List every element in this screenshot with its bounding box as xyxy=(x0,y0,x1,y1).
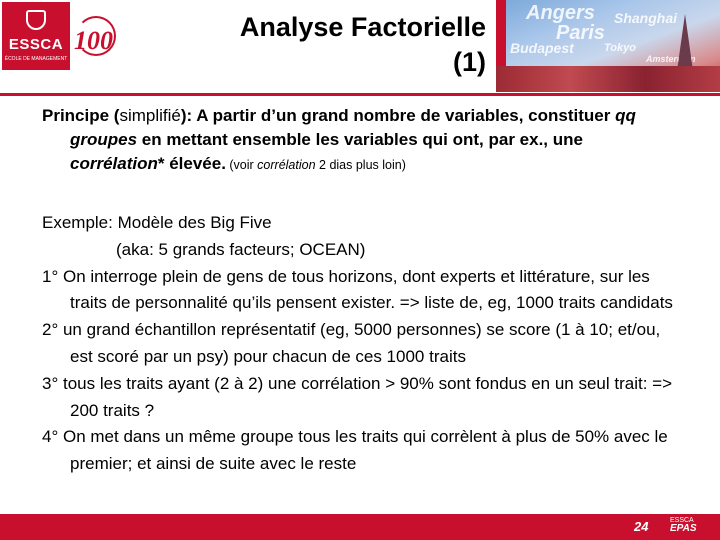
banner-city: Paris xyxy=(556,22,605,44)
slide-title xyxy=(150,10,486,80)
epas-logo-mark: EPAS xyxy=(670,523,697,534)
skyline-image xyxy=(496,66,720,92)
principle-paragraph xyxy=(42,104,682,177)
principle-note-end: 2 dias plus loin) xyxy=(315,158,406,172)
principle-italic-groups: qq groupes xyxy=(70,106,636,149)
banner-city: Budapest xyxy=(510,40,574,56)
slide-header xyxy=(0,0,720,94)
principle-label-plain: simplifié xyxy=(119,106,181,125)
essca-logo-subtitle: ÉCOLE DE MANAGEMENT xyxy=(4,56,68,62)
example-step: 4° On met dans un même groupe tous les traits qui corrèlent à plus de 50% avec le premier; et ainsi de suite avec le reste xyxy=(42,427,668,474)
example-section xyxy=(42,210,682,478)
banner-city: Angers xyxy=(526,2,595,24)
example-step: 3° tous les traits ayant (2 à 2) une corrélation > 90% sont fondus en un seul trait: => 200 traits ? xyxy=(42,373,673,420)
crest-icon xyxy=(26,10,46,30)
example-step: 2° un grand échantillon représentatif (eg, 5000 personnes) se score (1 à 10; et/ou, est scoré par un psy) pour chacun de ces 1000 traits xyxy=(42,320,661,366)
banner-city: Amsterdam xyxy=(646,54,696,64)
banner-city: Tokyo xyxy=(604,42,636,54)
slide-footer xyxy=(0,514,720,540)
principle-label: Principe ( xyxy=(42,106,120,125)
slide-title-line2: (1) xyxy=(453,47,486,77)
slide-title-line1: Analyse Factorielle xyxy=(239,12,486,42)
page-number: 24 xyxy=(634,519,649,534)
epas-logo xyxy=(670,517,697,533)
header-divider xyxy=(0,93,720,96)
essca-logo xyxy=(2,2,70,70)
principle-text-mid: en mettant ensemble les variables qui ont, par ex., une xyxy=(137,130,583,149)
principle-text-end: * élevée. xyxy=(157,154,226,173)
principle-italic-correlation: corrélation xyxy=(70,154,158,173)
banner-city: Shanghai xyxy=(614,10,678,26)
essca-logo-name: ESSCA xyxy=(8,36,64,53)
example-aka: (aka: 5 grands facteurs; OCEAN) xyxy=(116,239,366,259)
centenary-number: 100 xyxy=(74,26,113,55)
principle-note-start: (voir xyxy=(225,158,258,172)
principle-text-start: ): A partir d’un grand nombre de variables, constituer xyxy=(180,106,616,125)
centenary-logo xyxy=(74,10,120,64)
example-step: 1° On interroge plein de gens de tous horizons, dont experts et littérature, sur les traits de personnalité qu’ils pensent exister. => liste de, eg, 1000 traits candidats xyxy=(42,266,673,313)
epas-logo-top: ESSCA xyxy=(670,517,694,524)
example-title: Exemple: Modèle des Big Five xyxy=(42,213,272,232)
principle-note-italic: corrélation xyxy=(257,158,316,172)
cities-banner-image xyxy=(496,0,720,92)
